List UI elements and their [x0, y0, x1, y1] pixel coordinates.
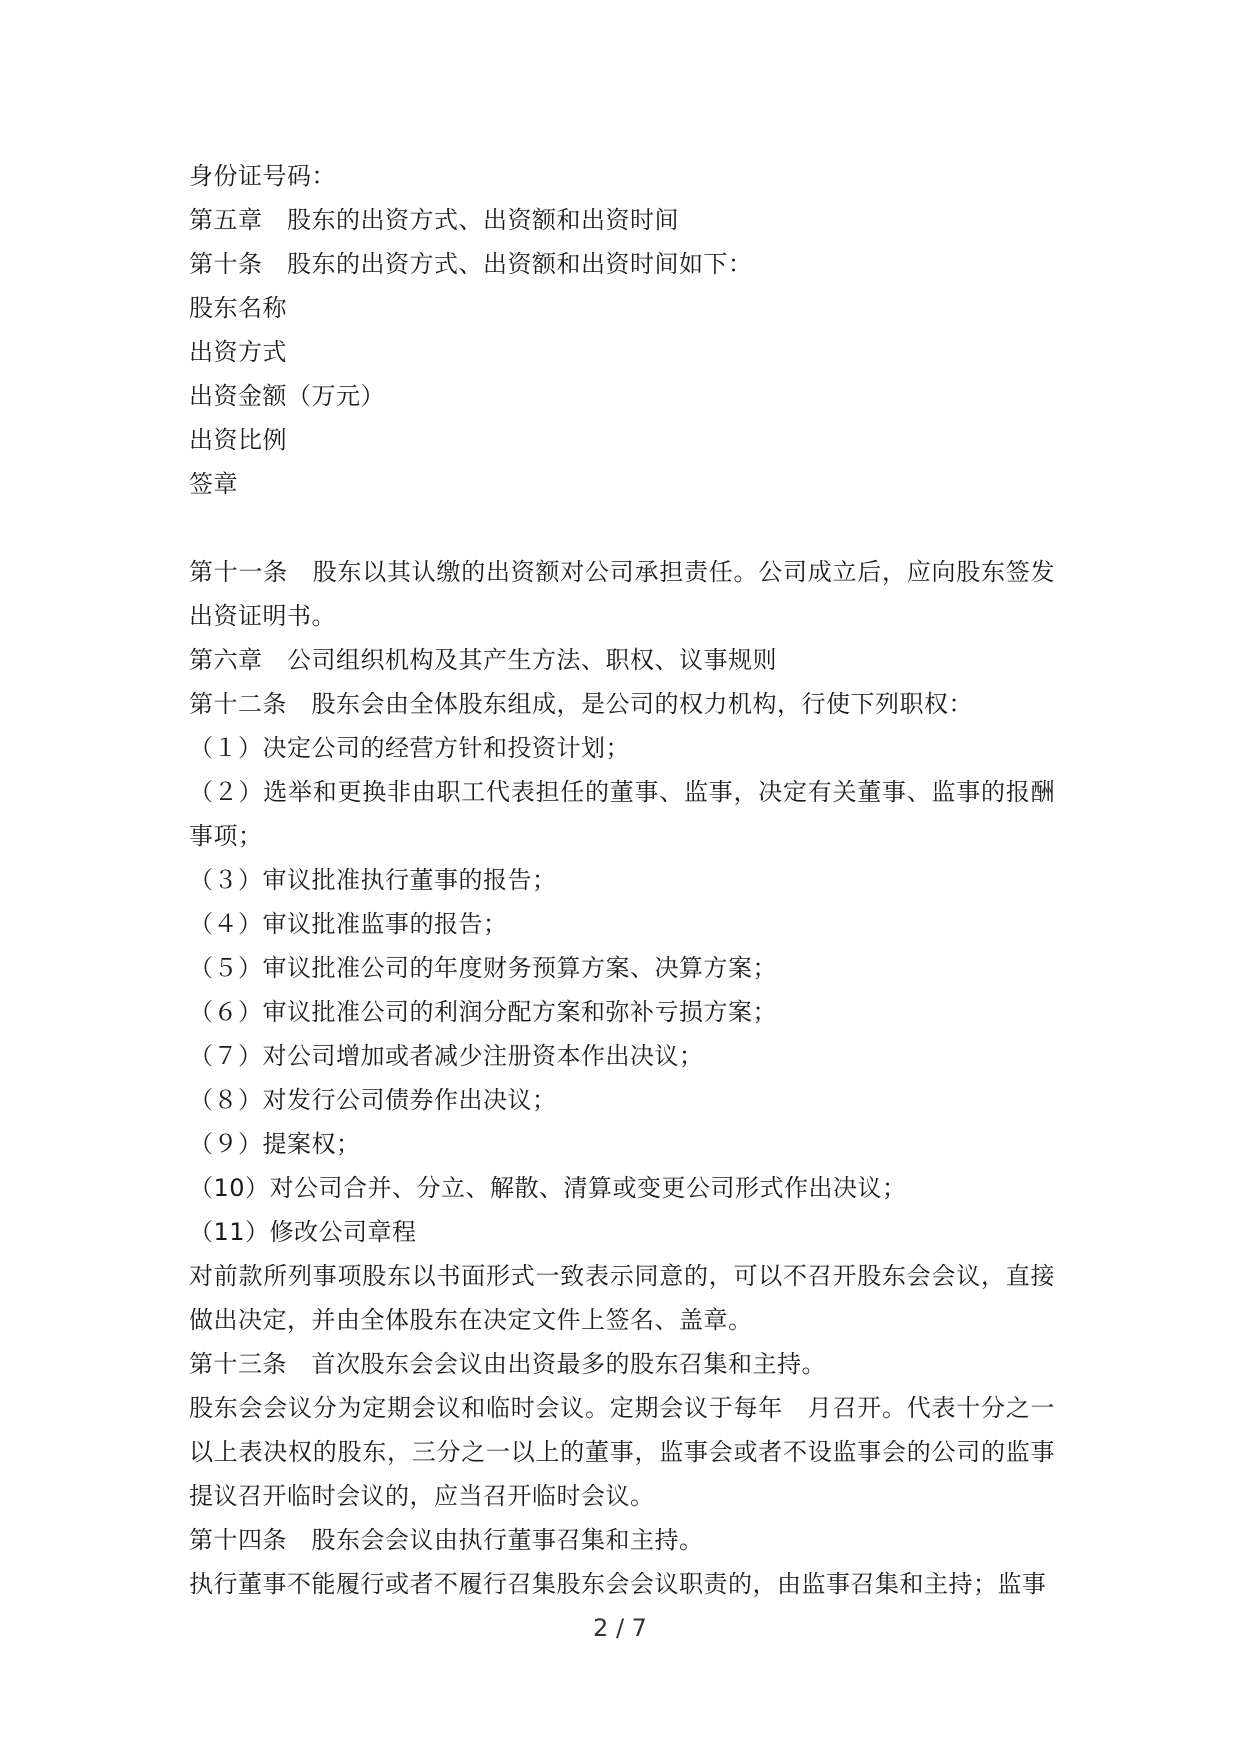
article-13: 第十三条 首次股东会会议由出资最多的股东召集和主持。	[189, 1350, 826, 1378]
list-item: （７）对公司增加或者减少注册资本作出决议；	[189, 1042, 704, 1070]
list-item: （９）提案权；	[189, 1130, 361, 1158]
document-body	[189, 154, 1055, 1606]
article-12: 第十二条 股东会由全体股东组成，是公司的权力机构，行使下列职权：	[189, 690, 973, 718]
field-contribution-method: 出资方式	[189, 338, 287, 366]
field-signature: 签章	[189, 470, 238, 498]
continuation-paragraph: 执行董事不能履行或者不履行召集股东会会议职责的，由监事召集和主持；监事	[189, 1570, 1047, 1598]
list-item: （１）决定公司的经营方针和投资计划；	[189, 734, 630, 762]
field-shareholder-name: 股东名称	[189, 294, 287, 322]
list-item: （10）对公司合并、分立、解散、清算或变更公司形式作出决议；	[189, 1174, 907, 1202]
list-item: （11）修改公司章程	[189, 1218, 417, 1246]
page-number: 2 / 7	[593, 1614, 647, 1642]
written-consent-paragraph: 对前款所列事项股东以书面形式一致表示同意的，可以不召开股东会会议，直接做出决定，并由全体股东在决定文件上签名、盖章。	[189, 1262, 1055, 1334]
list-item: （５）审议批准公司的年度财务预算方案、决算方案；	[189, 954, 777, 982]
field-contribution-amount: 出资金额（万元）	[189, 382, 385, 410]
list-item: （３）审议批准执行董事的报告；	[189, 866, 557, 894]
meetings-paragraph: 股东会会议分为定期会议和临时会议。定期会议于每年 月召开。代表十分之一以上表决权的股东，三分之一以上的董事，监事会或者不设监事会的公司的监事提议召开临时会议的，应当召开临时会议。	[189, 1394, 1055, 1510]
id-number-label: 身份证号码：	[189, 162, 336, 190]
chapter-5-heading: 第五章 股东的出资方式、出资额和出资时间	[189, 206, 679, 234]
chapter-6-heading: 第六章 公司组织机构及其产生方法、职权、议事规则	[189, 646, 777, 674]
article-10: 第十条 股东的出资方式、出资额和出资时间如下：	[189, 250, 753, 278]
list-item: （６）审议批准公司的利润分配方案和弥补亏损方案；	[189, 998, 777, 1026]
field-contribution-ratio: 出资比例	[189, 426, 287, 454]
list-item: （８）对发行公司债券作出决议；	[189, 1086, 557, 1114]
list-item: （４）审议批准监事的报告；	[189, 910, 508, 938]
article-11: 第十一条 股东以其认缴的出资额对公司承担责任。公司成立后，应向股东签发出资证明书。	[189, 558, 1055, 630]
list-item: （２）选举和更换非由职工代表担任的董事、监事，决定有关董事、监事的报酬事项；	[189, 778, 1055, 850]
article-14: 第十四条 股东会会议由执行董事召集和主持。	[189, 1526, 704, 1554]
blank-gap	[189, 506, 1055, 550]
